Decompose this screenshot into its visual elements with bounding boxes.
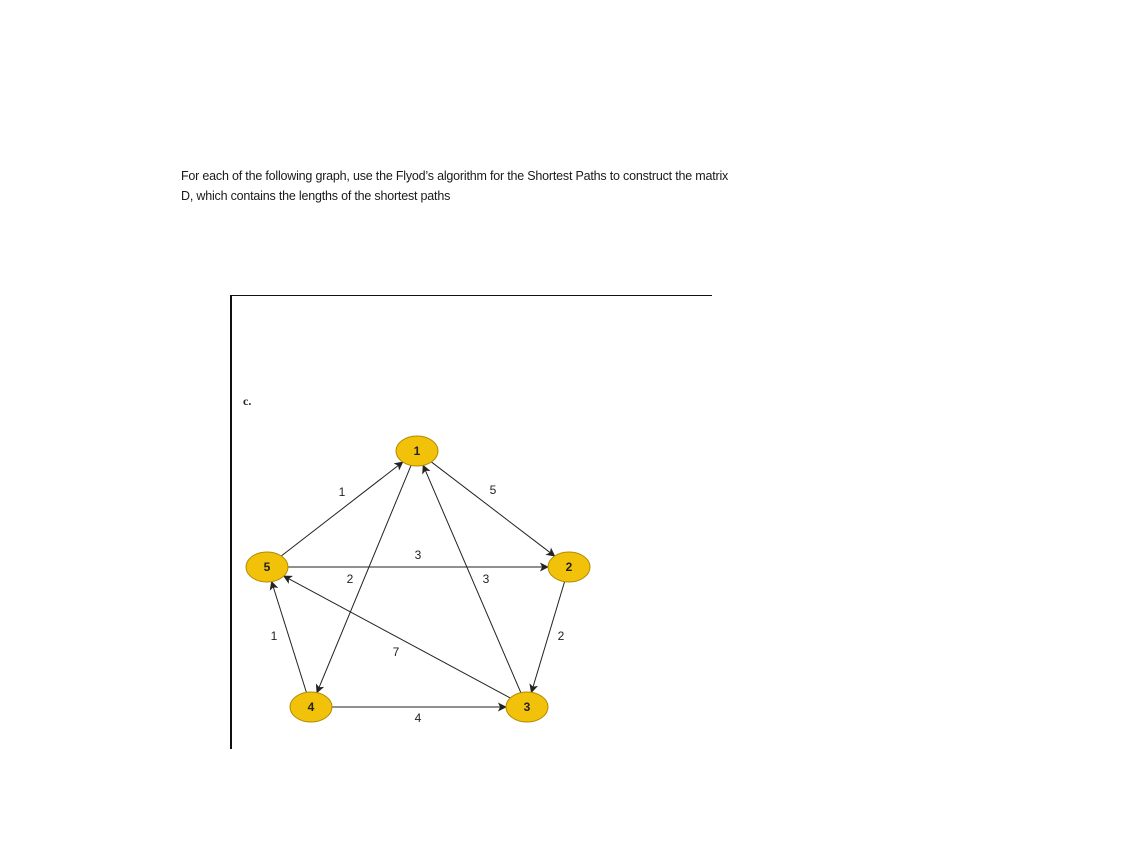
figure-part-label: c. [243, 394, 252, 408]
edge-1-to-2 [431, 462, 554, 556]
edge-weight-1-to-4: 2 [346, 572, 354, 587]
node-5 [246, 552, 288, 582]
edge-weight-4-to-5: 1 [270, 629, 278, 644]
edge-weight-2-to-3: 2 [557, 629, 565, 644]
edge-weight-4-to-3: 4 [414, 711, 422, 726]
edge-5-to-1 [281, 462, 403, 556]
node-4 [290, 692, 332, 722]
edge-weight-3-to-5: 7 [392, 645, 400, 660]
instructions-line-2: D, which contains the lengths of the shortest paths [181, 189, 451, 203]
edge-weight-5-to-2: 3 [414, 548, 422, 563]
edges-layer [271, 462, 565, 725]
node-1 [396, 436, 438, 466]
node-2-label: 2 [565, 560, 573, 575]
edge-weight-1-to-2: 5 [489, 483, 497, 498]
instructions-line-1: For each of the following graph, use the Flyod’s algorithm for the Shortest Paths to construct the matrix [181, 169, 729, 183]
node-4-label: 4 [307, 700, 315, 715]
nodes-layer [246, 436, 590, 722]
edge-weight-5-to-1: 1 [338, 485, 346, 500]
node-3-label: 3 [523, 700, 531, 715]
node-1-label: 1 [413, 444, 421, 459]
node-5-label: 5 [263, 560, 271, 575]
node-3 [506, 692, 548, 722]
node-2 [548, 552, 590, 582]
edge-3-to-5 [284, 576, 510, 698]
edge-weight-3-to-1: 3 [482, 572, 490, 587]
